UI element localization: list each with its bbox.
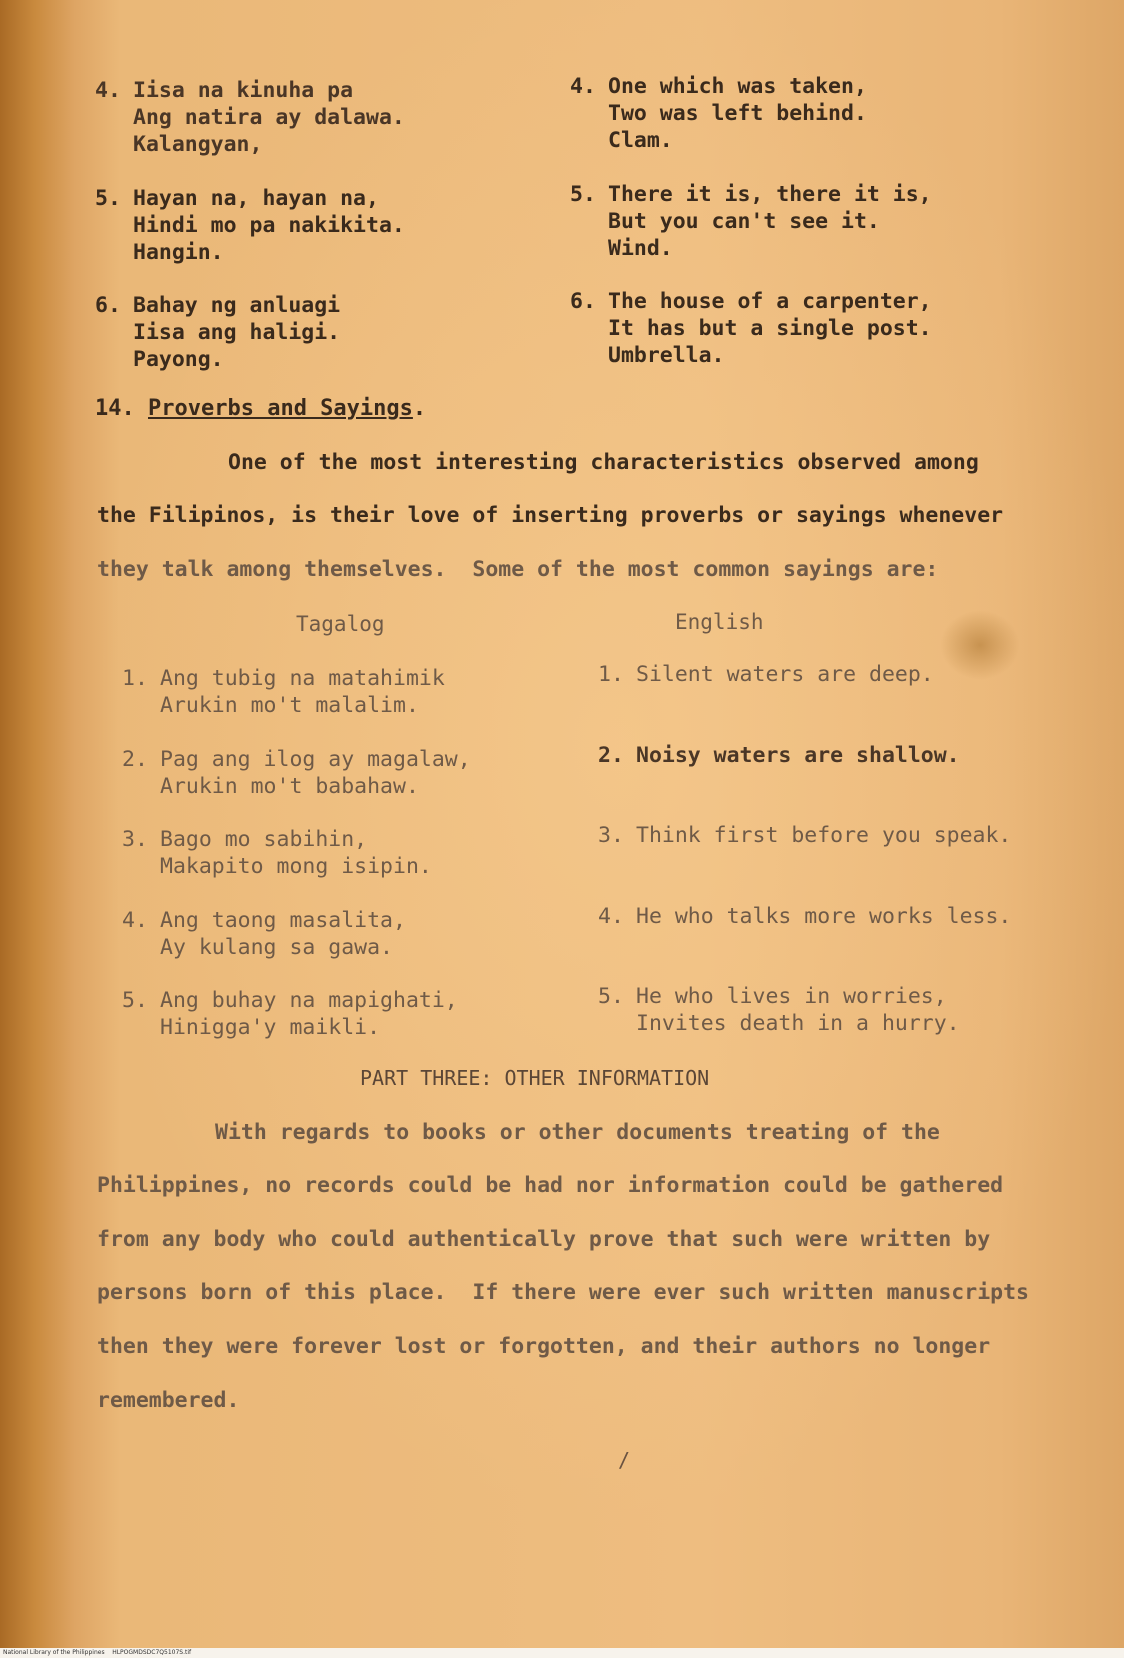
part-three-line-6: remembered. (97, 1388, 240, 1413)
proverb-1-tagalog: 1. Ang tubig na matahimik Arukin mo't malalim. (122, 666, 445, 718)
proverb-2-english: 2. Noisy waters are shallow. (598, 743, 960, 768)
proverb-4-english: 4. He who talks more works less. (598, 904, 1012, 929)
column-heading-english: English (675, 610, 764, 634)
scan-footer: National Library of the Philippines HLPOGMDSDC7Q5107S.tif (0, 1648, 1124, 1658)
section-heading: 14. Proverbs and Sayings. (95, 396, 427, 421)
proverb-3-tagalog: 3. Bago mo sabihin, Makapito mong isipin. (122, 827, 432, 879)
riddle-5-tagalog: 5. Hayan na, hayan na, Hindi mo pa nakikita. Hangin. (95, 186, 405, 265)
pencil-mark: / (618, 1448, 631, 1472)
proverb-5-english: 5. He who lives in worries, Invites death in a hurry. (598, 984, 960, 1036)
part-three-line-4: persons born of this place. If there were ever such written manuscripts (97, 1280, 1029, 1305)
part-three-line-1: With regards to books or other documents treating of the (215, 1120, 940, 1145)
intro-line-3: they talk among themselves. Some of the most common sayings are: (97, 557, 939, 582)
proverb-1-english: 1. Silent waters are deep. (598, 662, 934, 687)
riddle-4-english: 4. One which was taken, Two was left behind. Clam. (570, 74, 867, 153)
part-three-heading: PART THREE: OTHER INFORMATION (360, 1066, 710, 1090)
riddle-4-tagalog: 4. Iisa na kinuha pa Ang natira ay dalawa. Kalangyan, (95, 78, 405, 157)
column-heading-tagalog: Tagalog (296, 612, 385, 636)
proverb-2-tagalog: 2. Pag ang ilog ay magalaw, Arukin mo't babahaw. (122, 747, 471, 799)
proverb-5-tagalog: 5. Ang buhay na mapighati, Hinigga'y maikli. (122, 988, 458, 1040)
riddle-6-english: 6. The house of a carpenter, It has but a single post. Umbrella. (570, 289, 932, 368)
paper-stain (940, 610, 1020, 680)
riddle-6-tagalog: 6. Bahay ng anluagi Iisa ang haligi. Payong. (95, 293, 341, 372)
part-three-line-3: from any body who could authentically prove that such were written by (97, 1227, 991, 1252)
intro-line-2: the Filipinos, is their love of inserting proverbs or sayings whenever (97, 503, 1004, 528)
proverb-3-english: 3. Think first before you speak. (598, 823, 1012, 848)
part-three-line-2: Philippines, no records could be had nor information could be gathered (97, 1173, 1004, 1198)
proverb-4-tagalog: 4. Ang taong masalita, Ay kulang sa gawa. (122, 908, 406, 960)
part-three-line-5: then they were forever lost or forgotten, and their authors no longer (97, 1334, 991, 1359)
intro-line-1: One of the most interesting characteristics observed among (228, 450, 979, 475)
riddle-5-english: 5. There it is, there it is, But you can't see it. Wind. (570, 182, 932, 261)
